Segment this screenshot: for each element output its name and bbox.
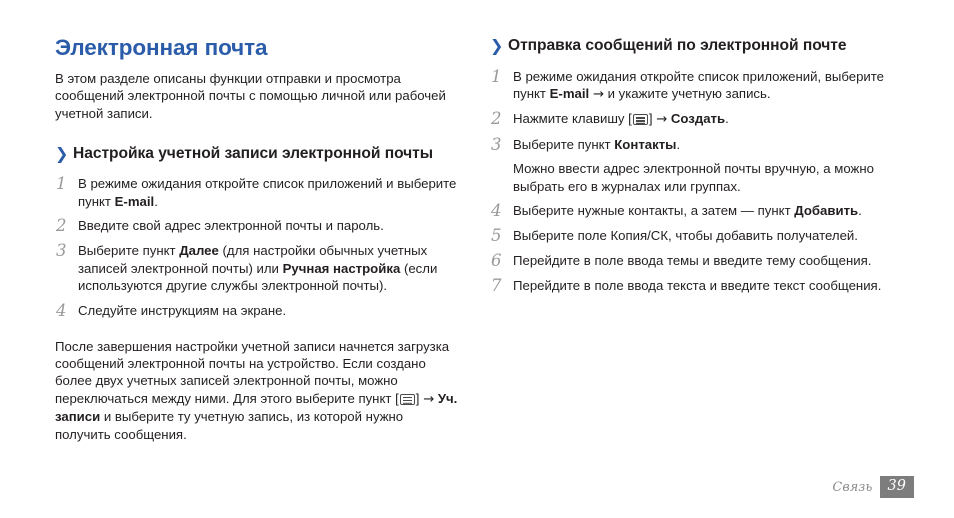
step-paragraph: Выберите поле Копия/СК, чтобы добавить получателей. [513,227,858,243]
step-text [513,202,914,219]
left-column [0,36,477,443]
step-text [513,68,914,104]
emphasis-text: Ручная настройка [282,260,401,276]
step-number: 4 [56,300,67,320]
step-text [78,217,459,234]
step-text [513,110,914,128]
step-number: 3 [491,134,502,154]
section-heading-right-label: Отправка сообщений по электронной почте [508,37,847,54]
emphasis-text: Контакты [614,136,677,152]
step-paragraph: Перейдите в поле ввода темы и введите тему сообщения. [513,252,872,268]
chevron-right-icon: ❯ [55,143,69,163]
step-number: 2 [56,216,67,236]
section-heading-left-label: Настройка учетной записи электронной почты [73,144,434,162]
emphasis-text: Добавить [794,202,859,218]
list-item [490,68,914,104]
list-item [55,242,459,294]
emphasis-text: E-mail [114,193,155,209]
list-item [55,302,459,320]
emphasis-text: Уч. записи [55,390,458,425]
step-text [78,302,459,319]
list-item [55,217,459,235]
page-number-badge: 39 [880,476,914,499]
emphasis-text: Создать [670,111,726,127]
menu-key-icon [633,114,648,125]
step-text [513,227,914,244]
step-number: 7 [491,275,502,295]
right-step-list [490,68,914,295]
list-item [490,227,914,245]
page-title: Электронная почта [55,35,268,60]
two-column-layout [0,36,954,443]
step-paragraph: Выберите нужные контакты, а затем — пункт Добавить. [513,202,862,218]
step-paragraph: Перейдите в поле ввода текста и введите текст сообщения. [513,277,882,293]
emphasis-text: Далее [179,243,219,259]
footer-section-label: Связь [832,479,873,495]
step-text [513,277,914,294]
step-number: 2 [491,109,502,129]
right-column [477,36,954,443]
menu-key-icon [400,394,415,405]
arrow-right-icon: → [592,86,604,102]
step-paragraph: В режиме ожидания откройте список приложений, выберите пункт E-mail → и укажите учетную запись. [513,68,885,102]
step-paragraph: Выберите пункт Далее (для настройки обычных учетных записей электронной почты) или Ручная настройка (если используются другие службы электронной почты). [78,243,438,294]
intro-paragraph: В этом разделе описаны функции отправки и просмотра сообщений электронной почты с помощью личной или рабочей учетной записи. [55,70,446,121]
step-number: 6 [491,250,502,270]
step-text [78,242,459,294]
step-note: Можно ввести адрес электронной почты вручную, а можно выбрать его в журналах или группах. [513,161,874,194]
step-paragraph: В режиме ожидания откройте список приложений и выберите пункт E-mail. [78,176,457,209]
page-footer [833,476,914,499]
list-item [490,277,914,295]
step-text [513,136,914,195]
section-heading-left [55,144,459,165]
step-number: 1 [491,66,502,86]
step-text [78,175,459,210]
step-number: 5 [491,225,502,245]
step-paragraph: Выберите пункт Контакты. [513,136,681,152]
list-item [490,252,914,270]
step-paragraph: Нажмите клавишу [ ] → Создать. [513,111,729,128]
step-paragraph: Следуйте инструкциям на экране. [78,302,287,318]
left-trailing-paragraph: После завершения настройки учетной записи начнется загрузка сообщений электронной почты на устройство. Если создано более двух учетных записей электронной почты, можно переключаться между ними. Для этого выберите пункт [ ] → Уч. записи и выберите ту учетную запись, из которой нужно получить сообщения. [55,338,458,442]
list-item [490,110,914,128]
arrow-right-icon: → [423,391,435,407]
step-paragraph: Введите свой адрес электронной почты и пароль. [78,218,384,234]
arrow-right-icon: → [656,112,668,128]
step-number: 3 [56,241,67,261]
chevron-right-icon: ❯ [490,36,504,55]
list-item [55,175,459,210]
list-item [490,202,914,220]
emphasis-text: E-mail [549,85,590,101]
left-step-list [55,175,459,319]
step-number: 1 [56,174,67,194]
step-number: 4 [491,200,502,220]
step-text [513,252,914,269]
section-heading-right [490,36,914,57]
list-item [490,136,914,195]
